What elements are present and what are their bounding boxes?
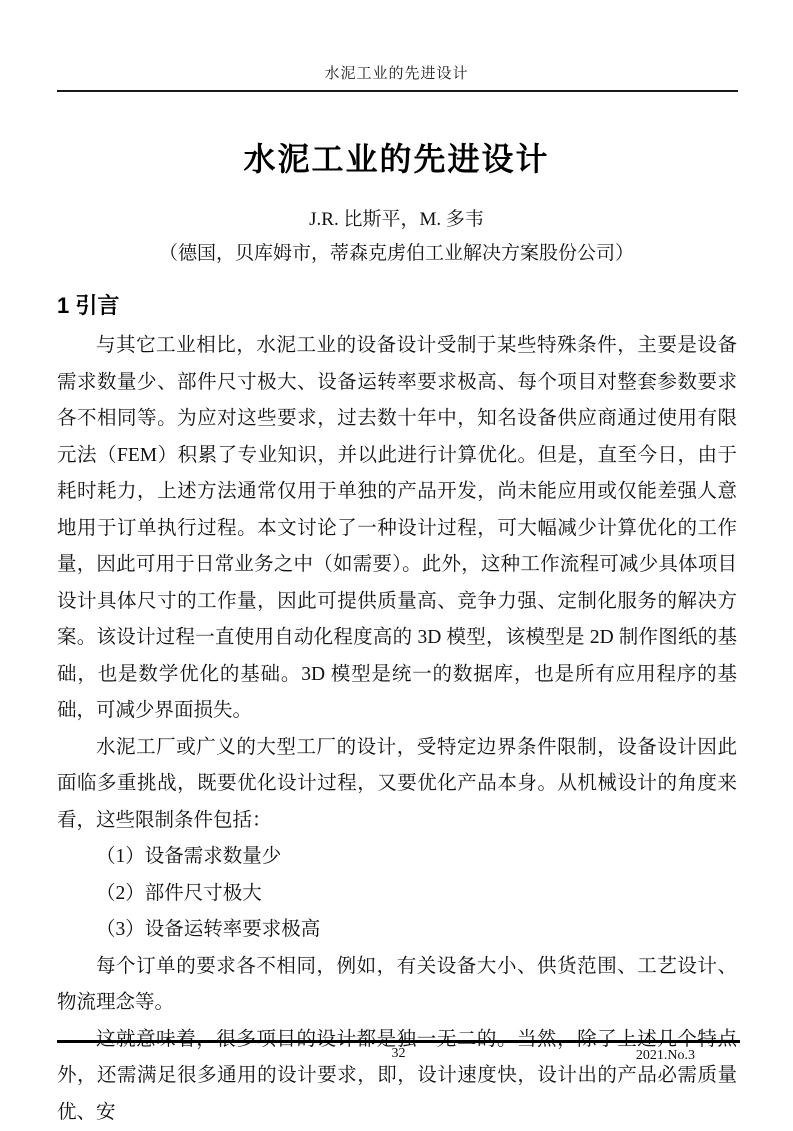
page-number: 32 — [57, 1046, 740, 1062]
issue-number: 2021.No.3 — [636, 1048, 695, 1064]
paragraph: 这就意味着，很多项目的设计都是独一无二的。当然，除了上述几个特点外，还需满足很多通用的设计要求，即，设计速度快，设计出的产品必需质量优、安 — [57, 1022, 737, 1131]
running-title: 水泥工业的先进设计 — [0, 62, 793, 83]
footer-rule — [57, 1040, 740, 1062]
paragraph: 水泥工厂或广义的大型工厂的设计，受特定边界条件限制，设备设计因此面临多重挑战，既要优化设计过程，又要优化产品本身。从机械设计的角度来看，这些限制条件包括： — [57, 730, 737, 840]
list-item: （3）设备运转率要求极高 — [57, 912, 737, 949]
header-rule — [57, 90, 738, 92]
list-item: （2）部件尺寸极大 — [57, 876, 737, 913]
list-item: （1）设备需求数量少 — [57, 839, 737, 876]
article-title: 水泥工业的先进设计 — [0, 134, 793, 180]
paragraph: 每个订单的要求各不相同，例如，有关设备大小、供货范围、工艺设计、物流理念等。 — [57, 949, 737, 1022]
affiliation-line: （德国，贝库姆市，蒂森克虏伯工业解决方案股份公司） — [0, 238, 793, 265]
article-body — [57, 328, 737, 1131]
paragraph: 与其它工业相比，水泥工业的设备设计受制于某些特殊条件，主要是设备需求数量少、部件尺寸极大、设备运转率要求极高、每个项目对整套参数要求各不相同等。为应对这些要求，过去数十年中，知名设备供应商通过使用有限元法（FEM）积累了专业知识，并以此进行计算优化。但是，直至今日，由于耗时耗力，上述方法通常仅用于单独的产品开发，尚未能应用或仅能差强人意地用于订单执行过程。本文讨论了一种设计过程，可大幅减少计算优化的工作量，因此可用于日常业务之中（如需要）。此外，这种工作流程可减少具体项目设计具体尺寸的工作量，因此可提供质量高、竞争力强、定制化服务的解决方案。该设计过程一直使用自动化程度高的 3D 模型，该模型是 2D 制作图纸的基础，也是数学优化的基础。3D 模型是统一的数据库，也是所有应用程序的基础，可减少界面损失。 — [57, 328, 737, 730]
section-heading-introduction: 1 引言 — [57, 289, 736, 320]
authors-line: J.R. 比斯平，M. 多韦 — [0, 204, 793, 231]
